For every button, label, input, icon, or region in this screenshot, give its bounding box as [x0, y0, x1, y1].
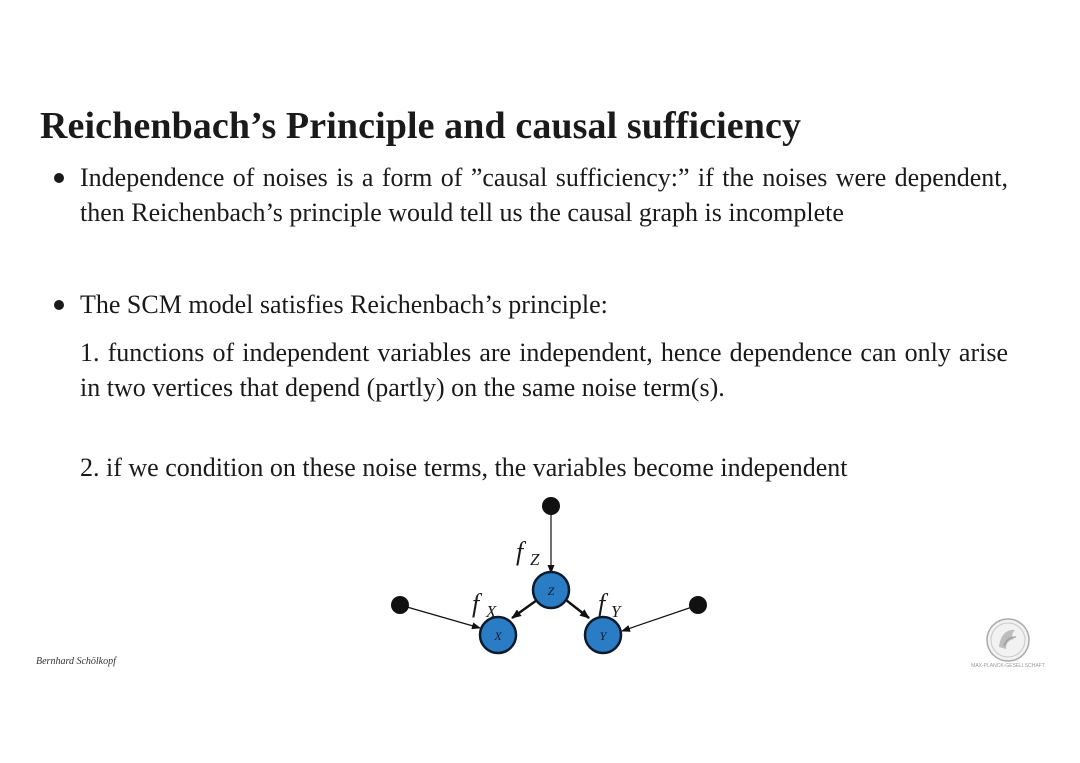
author-footer: Bernhard Schölkopf — [36, 656, 116, 667]
label-f-y-sub: Y — [611, 602, 621, 621]
noise-node — [391, 596, 409, 614]
node-z — [533, 572, 569, 608]
logo-caption: MAX-PLANCK-GESELLSCHAFT — [971, 663, 1045, 669]
numbered-item-1: 1. functions of independent variables are independent, hence dependence can only arise in two vertices that depend (partly) on the same noise term(s). — [80, 338, 1008, 402]
label-f-x: f — [472, 589, 480, 618]
noise-node — [689, 596, 707, 614]
label-f-y: f — [598, 589, 606, 618]
node-y-label: Y — [599, 629, 607, 643]
bullet-text: The SCM model satisfies Reichenbach’s principle: — [80, 290, 608, 319]
slide-title: Reichenbach’s Principle and causal sufficiency — [40, 105, 802, 147]
label-f-x-sub: X — [486, 602, 497, 621]
edge-z-y — [566, 600, 589, 618]
node-x-label: X — [494, 629, 502, 643]
minerva-logo-icon — [984, 616, 1032, 664]
edge-noise-x — [400, 605, 480, 628]
node-z-label: Z — [547, 584, 555, 598]
numbered-item-2: 2. if we condition on these noise terms, the variables become independent — [80, 453, 848, 482]
label-f-z: f — [516, 537, 524, 566]
node-x — [480, 617, 516, 653]
edge-z-x — [512, 600, 537, 618]
bullet-text: Independence of noises is a form of ”causal sufficiency:” if the noises were dependent, then Reichenbach’s principle would tell us the causal graph is incomplete — [80, 163, 1008, 227]
node-y — [585, 617, 621, 653]
edge-noise-y — [622, 605, 698, 631]
noise-node — [542, 497, 560, 515]
label-f-z-sub: Z — [530, 550, 540, 569]
